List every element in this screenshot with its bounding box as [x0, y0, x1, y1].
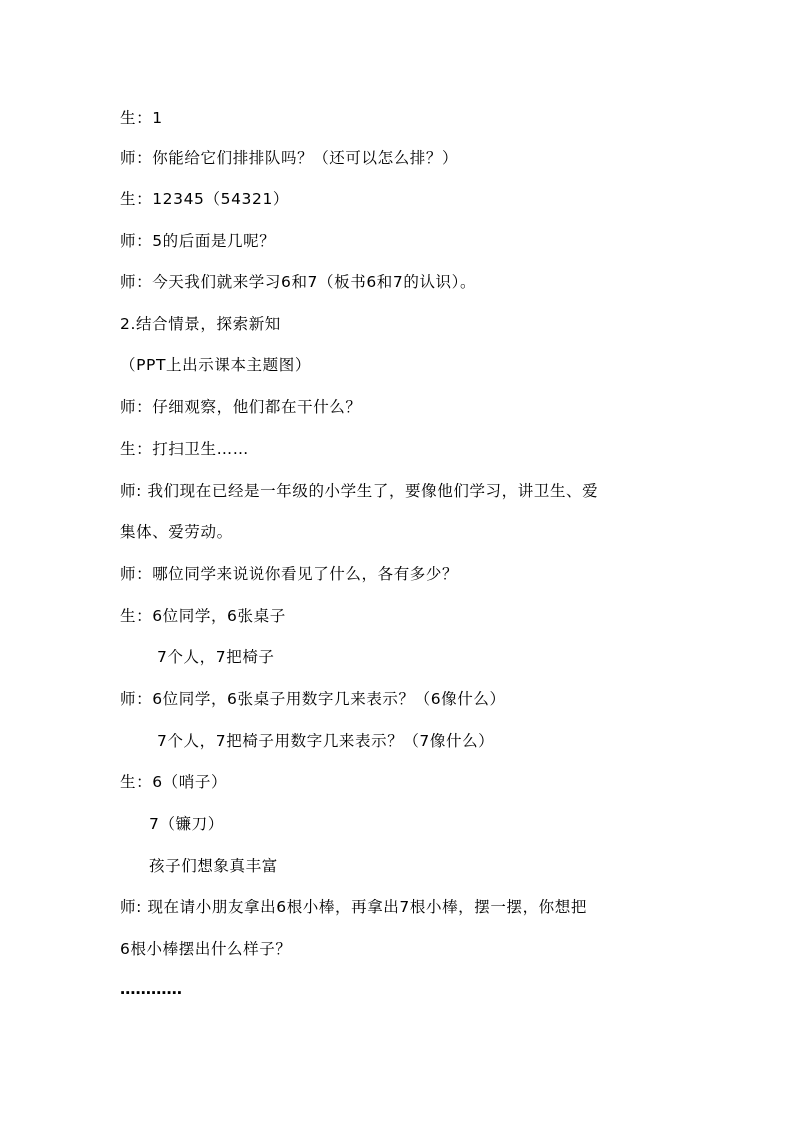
text-line: 7个人，7把椅子: [157, 648, 275, 666]
text-line: 生：12345（54321）: [120, 190, 290, 208]
text-line: 孩子们想象真丰富: [149, 857, 278, 875]
text-line: 师：5的后面是几呢？: [120, 232, 276, 250]
section-heading: 2.结合情景，探索新知: [120, 315, 281, 333]
text-line: 生：1: [120, 109, 163, 127]
text-line: 师：哪位同学来说说你看见了什么，各有多少？: [120, 565, 459, 583]
text-line: 7个人，7把椅子用数字几来表示？（7像什么）: [157, 732, 495, 750]
text-line: 师：今天我们就来学习6和7（板书6和7的认识）。: [120, 273, 477, 291]
text-line: 生：6位同学，6张桌子: [120, 607, 286, 625]
text-line: 生：6（哨子）: [120, 773, 228, 791]
text-line: 7（镰刀）: [149, 815, 224, 833]
text-line: 师: 我们现在已经是一年级的小学生了，要像他们学习，讲卫生、爱: [120, 482, 599, 500]
text-line: 师：6位同学，6张桌子用数字几来表示？（6像什么）: [120, 690, 506, 708]
text-line: 6根小棒摆出什么样子？: [120, 940, 292, 958]
text-line: 集体、爱劳动。: [120, 523, 233, 541]
text-line: 生：打扫卫生……: [120, 440, 249, 458]
text-line: 师：仔细观察，他们都在干什么？: [120, 398, 362, 416]
ellipsis-line: …………: [120, 980, 182, 998]
text-line: 师: 现在请小朋友拿出6根小棒，再拿出7根小棒，摆一摆，你想把: [120, 898, 587, 916]
text-line: （PPT上出示课本主题图）: [120, 356, 311, 374]
text-line: 师：你能给它们排排队吗？（还可以怎么排？）: [120, 149, 459, 167]
